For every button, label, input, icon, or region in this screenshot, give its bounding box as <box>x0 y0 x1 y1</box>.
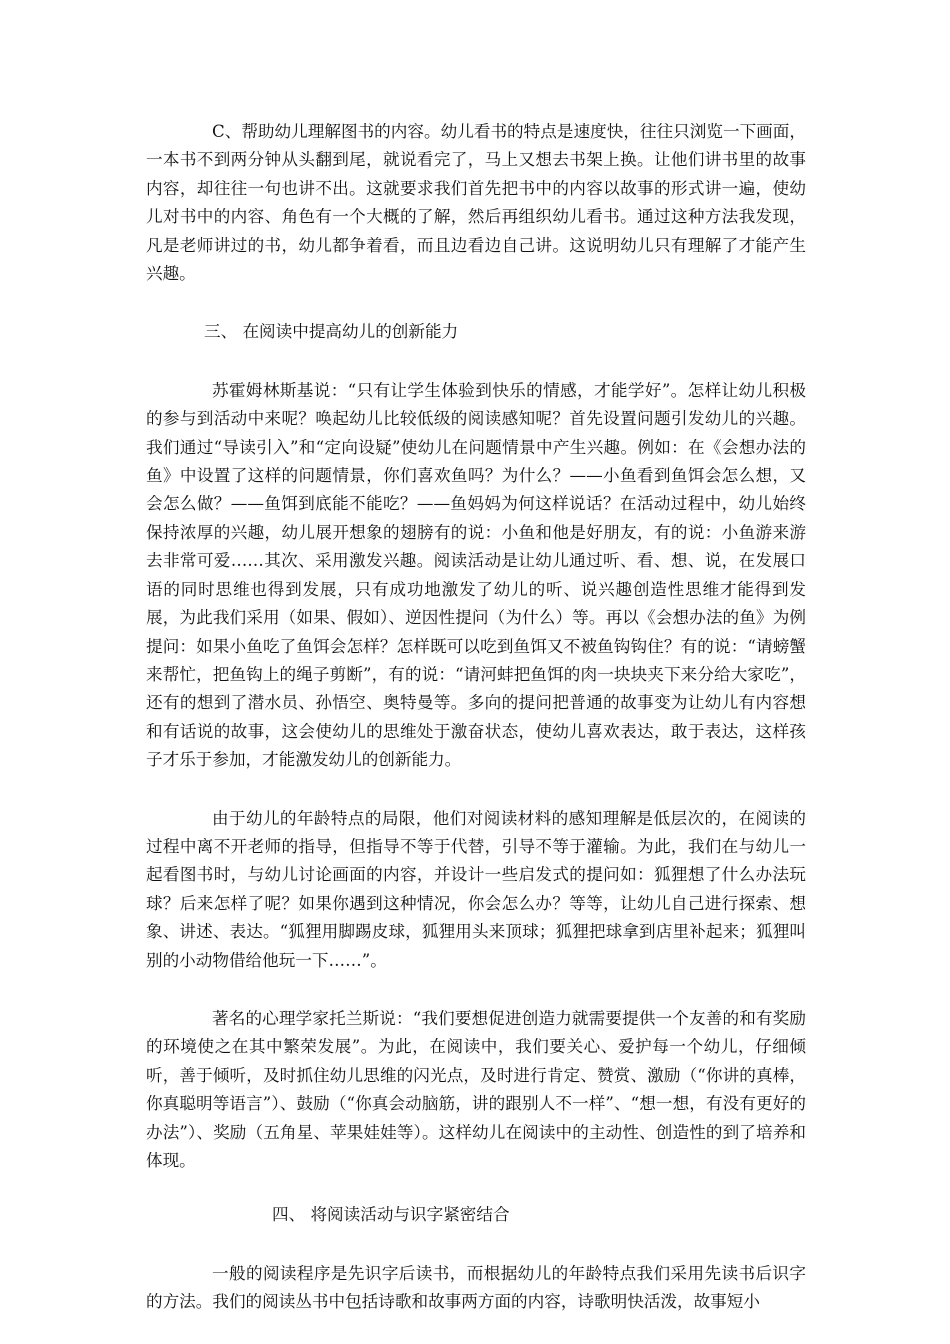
paragraph-suhomlinsky: 苏霍姆林斯基说：“只有让学生体验到快乐的情感，才能学好”。怎样让幼儿积极的参与到活动中来呢？唤起幼儿比较低级的阅读感知呢？首先设置问题引发幼儿的兴趣。我们通过“导读引入”和“定向设疑”使幼儿在问题情景中产生兴趣。例如：在《会想办法的鱼》中设置了这样的问题情景，你们喜欢鱼吗？为什么？——小鱼看到鱼饵会怎么想，又会怎么做？——鱼饵到底能不能吃？——鱼妈妈为何这样说话？在活动过程中，幼儿始终保持浓厚的兴趣，幼儿展开想象的翅膀有的说：小鱼和他是好朋友，有的说：小鱼游来游去非常可爱……其次、采用激发兴趣。阅读活动是让幼儿通过听、看、想、说，在发展口语的同时思维也得到发展，只有成功地激发了幼儿的听、说兴趣创造性思维才能得到发展，为此我们采用（如果、假如）、逆因性提问（为什么）等。再以《会想办法的鱼》为例提问：如果小鱼吃了鱼饵会怎样？怎样既可以吃到鱼饵又不被鱼钩钩住？有的说：“请螃蟹来帮忙，把鱼钩上的绳子剪断”，有的说：“请河蚌把鱼饵的肉一块块夹下来分给大家吃”，还有的想到了潜水员、孙悟空、奥特曼等。多向的提问把普通的故事变为让幼儿有内容想和有话说的故事，这会使幼儿的思维处于激奋状态，使幼儿喜欢表达，敢于表达，这样孩子才乐于参加，才能激发幼儿的创新能力。 <box>146 380 806 770</box>
paragraph-torrance: 著名的心理学家托兰斯说：“我们要想促进创造力就需要提供一个友善的和有奖励的环境使之在其中繁荣发展”。为此，在阅读中，我们要关心、爱护每一个幼儿，仔细倾听，善于倾听，及时抓住幼儿思维的闪光点，及时进行肯定、赞赏、激励（“你讲的真棒，你真聪明等语言”）、鼓励（“你真会动脑筋，讲的跟别人不一样”、“想一想，有没有更好的办法”）、奖励（五角星、苹果娃娃等）。这样幼儿在阅读中的主动性、创造性的到了培养和体现。 <box>146 1008 806 1170</box>
paragraph-age-characteristics: 由于幼儿的年龄特点的局限，他们对阅读材料的感知理解是低层次的，在阅读的过程中离不开老师的指导，但指导不等于代替，引导不等于灌输。为此，我们在与幼儿一起看图书时，与幼儿讨论画面的内容，并设计一些启发式的提问如：狐狸想了什么办法玩球？后来怎样了呢？如果你遇到这种情况，你会怎么办？等等，让幼儿自己进行探索、想象、讲述、表达。“狐狸用脚踢皮球，狐狸用头来顶球；狐狸把球拿到店里补起来；狐狸叫别的小动物借给他玩一下……”。 <box>146 808 806 970</box>
section-heading-4: 四、 将阅读活动与识字紧密结合 <box>272 1205 510 1225</box>
section-heading-3: 三、 在阅读中提高幼儿的创新能力 <box>204 322 459 342</box>
paragraph-understanding: C、帮助幼儿理解图书的内容。幼儿看书的特点是速度快，往往只浏览一下画面，一本书不到两分钟从头翻到尾，就说看完了，马上又想去书架上换。让他们讲书里的故事内容，却往往一句也讲不出。这就要求我们首先把书中的内容以故事的形式讲一遍，使幼儿对书中的内容、角色有一个大概的了解，然后再组织幼儿看书。通过这种方法我发现，凡是老师讲过的书，幼儿都争着看，而且边看边自己讲。这说明幼儿只有理解了才能产生兴趣。 <box>146 122 806 284</box>
document-page <box>146 118 806 1317</box>
paragraph-literacy: 一般的阅读程序是先识字后读书，而根据幼儿的年龄特点我们采用先读书后识字的方法。我们的阅读丛书中包括诗歌和故事两方面的内容，诗歌明快活泼，故事短小 <box>146 1263 806 1312</box>
